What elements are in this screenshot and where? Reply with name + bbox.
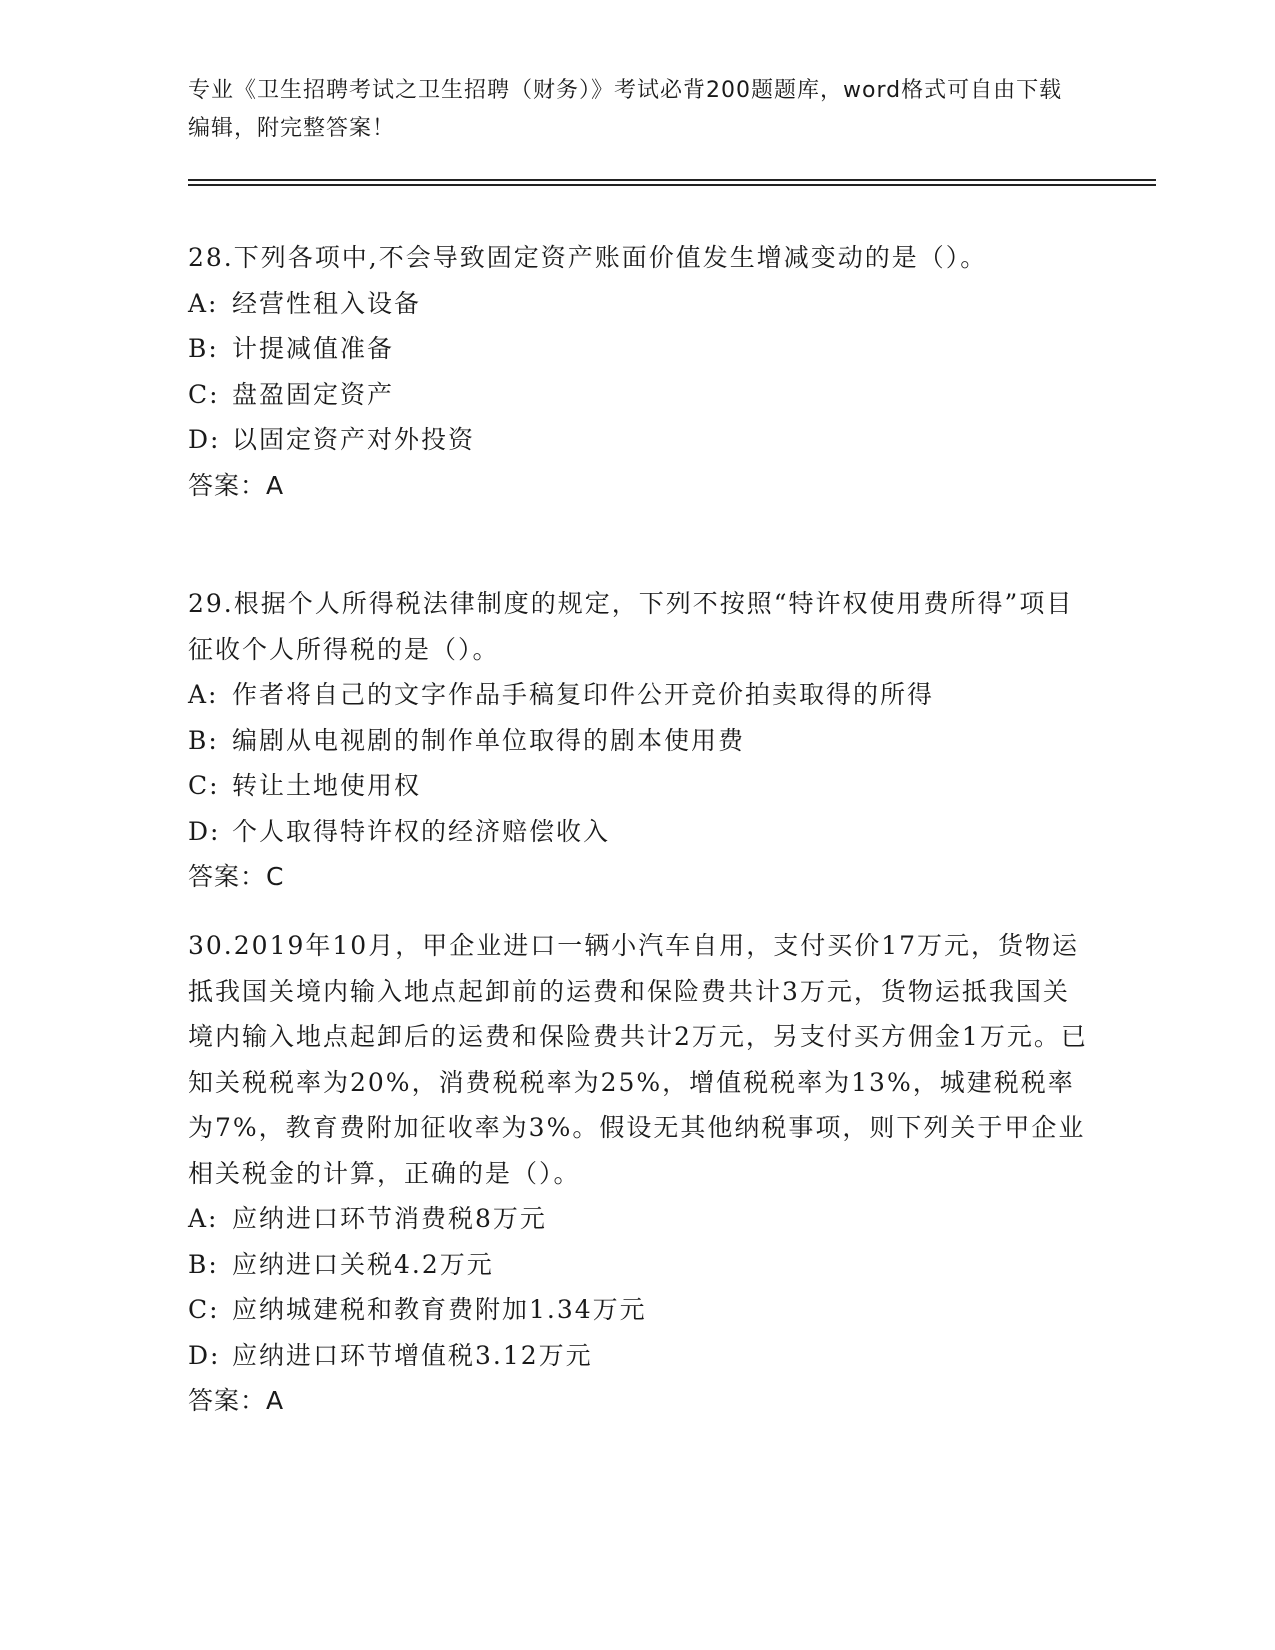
- option-a: [188, 281, 1088, 327]
- option-d: [188, 1333, 1088, 1379]
- option-key: C:: [188, 1295, 220, 1324]
- option-text: 个人取得特许权的经济赔偿收入: [232, 816, 611, 846]
- option-key: B:: [188, 725, 219, 755]
- option-key: A:: [188, 1204, 219, 1233]
- answer-line: 答案：A: [188, 1386, 285, 1415]
- option-key: C:: [188, 379, 220, 409]
- option-c: [188, 763, 1088, 809]
- option-b: [188, 1242, 1088, 1288]
- document-header: 专业《卫生招聘考试之卫生招聘（财务）》考试必背200题题库，word格式可自由下载编辑，附完整答案！: [188, 78, 1063, 141]
- answer-line: 答案：C: [188, 862, 285, 891]
- option-d: [188, 809, 1088, 855]
- question-stem: 28.下列各项中,不会导致固定资产账面价值发生增减变动的是（）。: [188, 243, 988, 272]
- option-text: 盘盈固定资产: [232, 379, 395, 409]
- option-key: D:: [188, 425, 221, 454]
- option-text: 作者将自己的文字作品手稿复印件公开竞价拍卖取得的所得: [232, 680, 935, 709]
- option-text: 以固定资产对外投资: [232, 425, 476, 454]
- option-text: 应纳进口关税4.2万元: [232, 1249, 494, 1279]
- option-c: [188, 372, 1088, 418]
- option-key: C:: [188, 771, 220, 800]
- option-d: [188, 417, 1088, 463]
- option-key: A:: [188, 288, 219, 318]
- answer-line: 答案：A: [188, 470, 285, 500]
- option-text: 计提减值准备: [232, 334, 395, 363]
- option-key: D:: [188, 1340, 221, 1370]
- option-text: 应纳进口环节消费税8万元: [232, 1204, 547, 1233]
- header-divider-bottom: [188, 184, 1156, 186]
- option-text: 经营性租入设备: [232, 288, 422, 318]
- option-key: A:: [188, 680, 219, 709]
- option-a: [188, 1196, 1088, 1242]
- option-c: [188, 1287, 1088, 1333]
- option-b: [188, 326, 1088, 372]
- option-text: 应纳进口环节增值税3.12万元: [232, 1340, 593, 1370]
- header-divider-top: [188, 179, 1156, 181]
- option-key: B:: [188, 1249, 219, 1279]
- option-text: 转让土地使用权: [232, 771, 422, 800]
- option-key: D:: [188, 816, 221, 846]
- question-30: [188, 923, 1088, 1424]
- question-stem: 29.根据个人所得税法律制度的规定，下列不按照“特许权使用费所得”项目征收个人所得税的是（）。: [188, 589, 1074, 664]
- question-29: [188, 581, 1088, 900]
- question-stem: 30.2019年10月，甲企业进口一辆小汽车自用，支付买价17万元，货物运抵我国关境内输入地点起卸前的运费和保险费共计3万元，货物运抵我国关境内输入地点起卸后的运费和保险费共计2万元，另支付买方佣金1万元。已知关税税率为20%，消费税税率为25%，增值税税率为13%，城建税税率为7%，教育费附加征收率为3%。假设无其他纳税事项，则下列关于甲企业相关税金的计算，正确的是（）。: [188, 931, 1088, 1188]
- option-a: [188, 672, 1088, 718]
- option-text: 应纳城建税和教育费附加1.34万元: [232, 1295, 647, 1324]
- option-b: [188, 718, 1088, 764]
- option-key: B:: [188, 334, 219, 363]
- question-28: [188, 235, 1088, 508]
- option-text: 编剧从电视剧的制作单位取得的剧本使用费: [232, 725, 746, 755]
